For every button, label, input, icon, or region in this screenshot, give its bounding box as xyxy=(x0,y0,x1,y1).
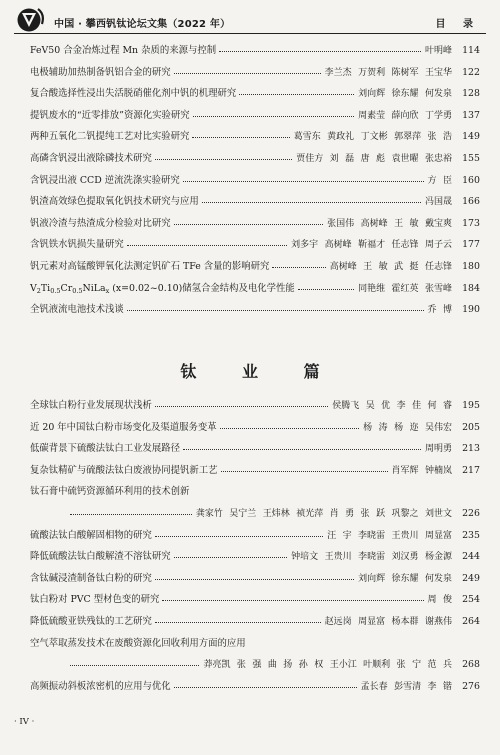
entry-title: $V_2Ti_{0.5}Cr_{0.5}NiLa_x$ (x=0.02~0.10)储氢合金结构及电化学性能 xyxy=(30,282,295,295)
dot-leader xyxy=(239,94,354,95)
entry-title: 降低硫酸亚铁残钛的工艺研究 xyxy=(30,615,152,627)
entry-page: 249 xyxy=(456,573,480,585)
entry-title: FeV50 合金冶炼过程 Mn 杂质的来源与控制 xyxy=(30,45,217,56)
entry-page: 180 xyxy=(456,261,480,273)
entry-page: 195 xyxy=(456,400,480,412)
toc-entry[interactable] xyxy=(30,127,480,149)
entry-title: 钒元素对高锰酸钾氧化法测定钒矿石 TFe 含量的影响研究 xyxy=(30,260,270,272)
entry-title: 含钛碱浸渣制备钛白粉的研究 xyxy=(30,572,152,584)
entry-authors: 刘向辉 徐东耀 何发泉 xyxy=(358,89,452,100)
entry-authors: 杨 涛 杨 迩 吴伟宏 xyxy=(363,422,452,433)
toc-entry[interactable] xyxy=(30,526,480,548)
entry-authors: 刘多宇 高树峰 靳福才 任志锋 周子云 xyxy=(291,240,452,251)
entry-authors: 张国伟 高树峰 王 敏 戴宝爽 xyxy=(327,218,452,229)
dot-leader xyxy=(127,310,424,311)
dot-leader xyxy=(183,181,424,182)
entry-page: 122 xyxy=(456,67,480,79)
entry-page: 226 xyxy=(456,508,480,520)
dot-leader xyxy=(298,289,354,290)
entry-title: 近 20 年中国钛白粉市场变化及渠道服务变革 xyxy=(30,421,217,433)
toc-entry[interactable] xyxy=(30,192,480,214)
dot-leader xyxy=(220,428,359,429)
dot-leader xyxy=(70,665,199,666)
entry-title: 电极辅助加热制备钒铝合金的研究 xyxy=(30,66,171,78)
toc-entry[interactable] xyxy=(30,214,480,236)
entry-authors: 叶明峰 xyxy=(424,46,452,56)
entry-page: 254 xyxy=(456,594,480,606)
publication-title: 中国 · 攀西钒钛论坛文集（2022 年） xyxy=(54,19,231,30)
dot-leader xyxy=(155,159,292,160)
dot-leader xyxy=(174,687,357,688)
toc-entry[interactable] xyxy=(30,634,480,656)
page-header xyxy=(14,6,486,34)
entry-title: 降低硫酸法钛白酸解渣不溶钛研究 xyxy=(30,551,171,563)
header-rule xyxy=(14,33,486,34)
entry-page: 114 xyxy=(456,45,480,57)
toc-entry[interactable] xyxy=(30,504,480,526)
toc-entry[interactable] xyxy=(30,396,480,418)
toc-entry[interactable] xyxy=(30,41,480,63)
dot-leader xyxy=(162,600,424,601)
vanadium-entries xyxy=(30,41,480,322)
dot-leader xyxy=(174,224,323,225)
entry-title: 全球钛白粉行业发展现状浅析 xyxy=(30,400,152,411)
toc-entry[interactable] xyxy=(30,612,480,634)
dot-leader xyxy=(272,267,326,268)
entry-page: 166 xyxy=(456,196,480,208)
dot-leader xyxy=(155,536,323,537)
entry-title: 高磷含钒浸出液除磷技术研究 xyxy=(30,152,152,164)
toc-entry[interactable] xyxy=(30,235,480,257)
entry-authors: 冯国晟 xyxy=(424,197,452,208)
entry-page: 205 xyxy=(456,422,480,434)
entry-page: 264 xyxy=(456,616,480,628)
toc-entry[interactable] xyxy=(30,106,480,128)
entry-page: 160 xyxy=(456,175,480,187)
entry-title: 钒液冷渣与热渣成分检验对比研究 xyxy=(30,217,171,229)
toc-entry[interactable] xyxy=(30,677,480,699)
entry-authors: 周素莹 薛向欣 丁学勇 xyxy=(358,110,452,121)
dot-leader xyxy=(192,137,290,138)
toc-entry[interactable] xyxy=(30,569,480,591)
entry-page: 217 xyxy=(456,465,480,477)
entry-authors: 乔 博 xyxy=(427,305,452,316)
toc-entry[interactable] xyxy=(30,482,480,504)
toc-entry[interactable] xyxy=(30,84,480,106)
toc-entry[interactable] xyxy=(30,590,480,612)
entry-page: 184 xyxy=(456,283,480,295)
entry-title: 全钒液流电池技术浅谈 xyxy=(30,304,124,316)
entry-page: 173 xyxy=(456,218,480,230)
toc-entry[interactable] xyxy=(30,547,480,569)
entry-page: 235 xyxy=(456,530,480,542)
entry-authors: 赵远岗 周显富 杨本群 谢燕伟 xyxy=(324,616,452,627)
entry-title: 复合酸选择性浸出失活脱硝催化剂中钒的机理研究 xyxy=(30,88,237,100)
dot-leader xyxy=(193,116,354,117)
toc-label: 目 录 xyxy=(435,19,480,30)
entry-authors: 周明勇 xyxy=(424,444,452,455)
toc-entry[interactable] xyxy=(30,439,480,461)
section-title: 钛 业 篇 xyxy=(180,362,340,381)
toc-entry[interactable] xyxy=(30,300,480,322)
dot-leader xyxy=(202,202,421,203)
dot-leader xyxy=(70,514,192,515)
entry-title: 低碳背景下硫酸法钛白工业发展路径 xyxy=(30,443,181,455)
entry-title: 空气萃取蒸发技术在废酸资源化回收利用方面的应用 xyxy=(30,637,246,649)
page-number: · IV · xyxy=(14,717,35,727)
dot-leader xyxy=(174,73,321,74)
entry-page: 137 xyxy=(456,110,480,122)
entry-title: 含钒铁水钒损失量研究 xyxy=(30,239,124,251)
entry-title: 含钒浸出液 CCD 逆流洗涤实验研究 xyxy=(30,174,180,186)
entry-page: 213 xyxy=(456,443,480,455)
entry-title: 复杂钛精矿与硫酸法钛白废液协同提钒新工艺 xyxy=(30,464,218,476)
entry-authors: 龚家竹 吴宁兰 王炜林 祯光萍 肖 勇 张 跃 巩黎之 刘世文 xyxy=(195,508,452,519)
entry-authors: 孟长春 彭雪清 李 锴 xyxy=(360,681,452,692)
entry-page: 155 xyxy=(456,153,480,165)
entry-authors: 钟培文 王贵川 李晓雷 刘汉勇 杨金源 xyxy=(291,552,452,563)
dot-leader xyxy=(155,622,321,623)
entry-title: 钛白粉对 PVC 型材色变的研究 xyxy=(30,594,160,606)
dot-leader xyxy=(127,245,287,246)
entry-authors: 肖军辉 钟楠岚 xyxy=(391,465,452,476)
entry-authors: 高树峰 王 敏 武 挺 任志锋 xyxy=(329,261,452,272)
entry-title: 高频振动斜板浓密机的应用与优化 xyxy=(30,680,171,692)
entry-page: 268 xyxy=(456,659,480,671)
entry-page: 190 xyxy=(456,304,480,316)
entry-authors: 葛雪东 黄政礼 丁文彬 郭翠萍 张 浩 xyxy=(293,132,452,143)
entry-authors: 李兰杰 万贺利 陈树军 王宝华 xyxy=(324,67,452,78)
entry-page: 177 xyxy=(456,239,480,251)
entry-authors: 刘向辉 徐东耀 何发泉 xyxy=(358,573,452,584)
entry-page: 244 xyxy=(456,551,480,563)
entry-authors: 侯腾飞 吴 优 李 佳 何 睿 xyxy=(332,401,452,411)
entry-authors: 方 臣 xyxy=(427,175,452,186)
dot-leader xyxy=(155,406,328,407)
entry-title: 两种五氧化二钒提纯工艺对比实验研究 xyxy=(30,131,190,143)
toc-entry[interactable] xyxy=(30,655,480,677)
entry-title: 钒渣高效绿色提取氧化钒技术研究与应用 xyxy=(30,196,199,208)
toc-entry[interactable] xyxy=(30,279,480,301)
entry-page: 276 xyxy=(456,681,480,693)
dot-leader xyxy=(219,51,421,52)
dot-leader xyxy=(155,579,354,580)
publisher-logo-icon xyxy=(16,6,46,33)
dot-leader xyxy=(174,557,287,558)
entry-title: 钛石膏中硫钙资源循环利用的技术创新 xyxy=(30,486,190,498)
dot-leader xyxy=(221,471,388,472)
toc-entry[interactable] xyxy=(30,149,480,171)
dot-leader xyxy=(183,449,421,450)
entry-authors: 贾佳方 刘 磊 唐 彪 袁世曜 张忠裕 xyxy=(296,153,452,164)
entry-authors: 汪 宇 李晓雷 王贵川 周显富 xyxy=(327,530,452,541)
toc-entry[interactable] xyxy=(30,461,480,483)
entry-authors: 莽亮凯 张 强 曲 扬 孙 权 王小江 叶顺利 张 宁 范 兵 xyxy=(203,660,452,671)
titanium-entries xyxy=(30,396,480,698)
entry-page: 128 xyxy=(456,88,480,100)
entry-title: 提钒废水的“近零排放”资源化实验研究 xyxy=(30,109,190,121)
toc-entry[interactable] xyxy=(30,171,480,193)
entry-authors: 同艳维 霍红英 张雪峰 xyxy=(358,283,452,294)
toc-entry[interactable] xyxy=(30,418,480,440)
toc-entry[interactable] xyxy=(30,257,480,279)
toc-entry[interactable] xyxy=(30,63,480,85)
entry-authors: 周 俊 xyxy=(427,595,452,606)
entry-title: 硫酸法钛白酸解固相物的研究 xyxy=(30,529,152,541)
entry-page: 149 xyxy=(456,131,480,143)
